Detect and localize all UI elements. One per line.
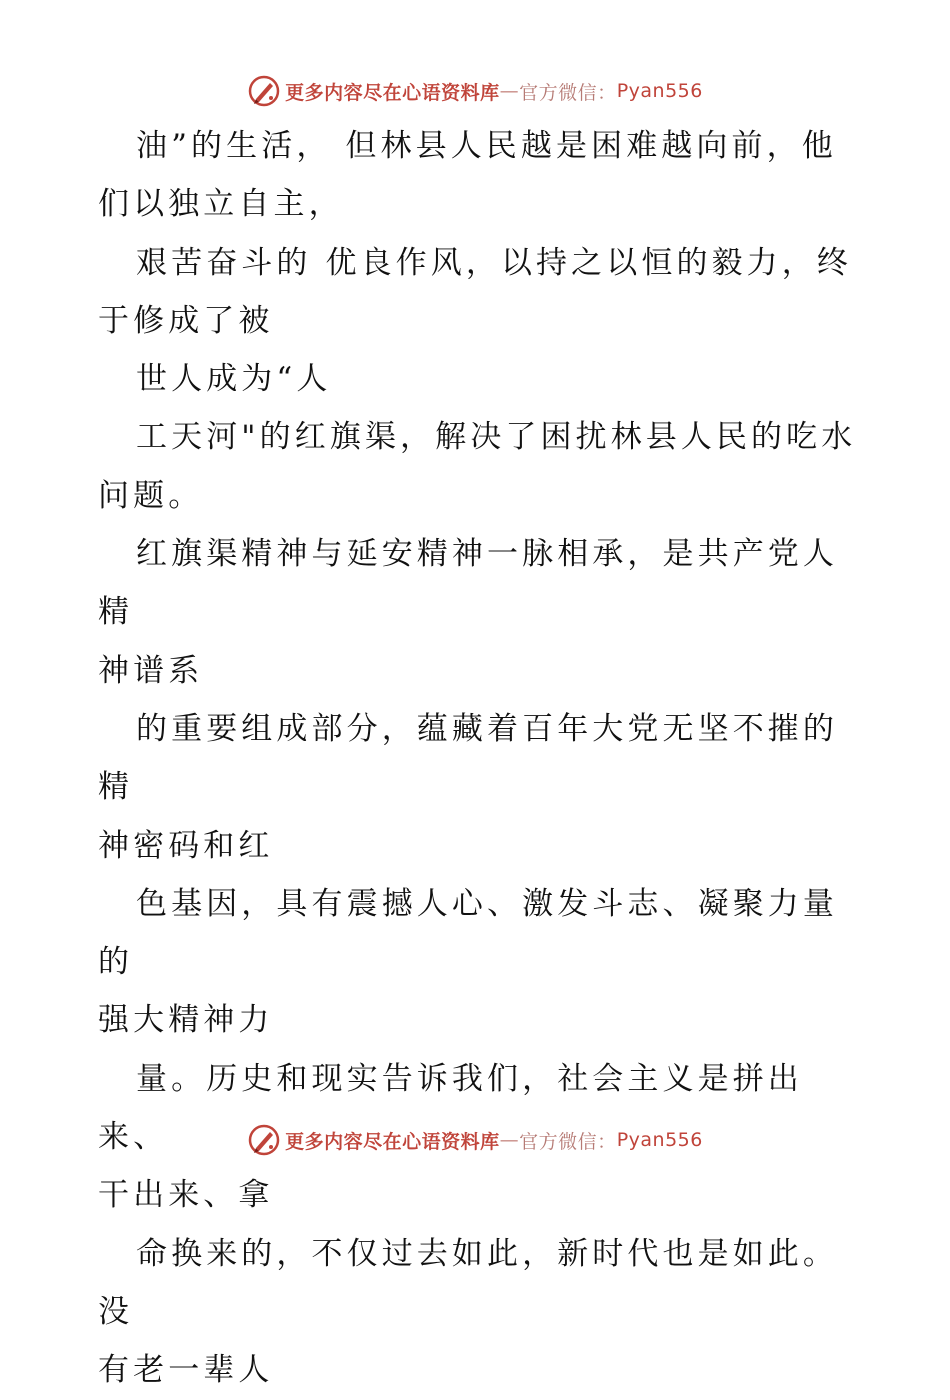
paragraph-first-line: 工天河"的红旗渠，解决了困扰林县人民的吃水 — [136, 419, 857, 456]
paragraph-continuation: 神密码和红 — [98, 827, 274, 864]
paragraph-first-line: 红旗渠精神与延安精神一脉相承，是共产党人精 — [98, 536, 838, 631]
paragraph-continuation: 神谱系 — [98, 652, 204, 689]
paragraph — [98, 875, 868, 1050]
paragraph — [98, 1225, 868, 1400]
paragraph-first-line: 艰苦奋斗的 优良作风，以持之以恒的毅力，终 — [136, 244, 852, 281]
watermark-dash: — — [499, 80, 520, 102]
watermark-brand: 更多内容尽在心语资料库 — [285, 1130, 500, 1153]
paragraph-continuation: 们以独立自主， — [98, 186, 344, 223]
paragraph-first-line: 世人成为“人 — [136, 361, 332, 398]
paragraph — [98, 234, 868, 351]
paragraph-first-line: 命换来的，不仅过去如此，新时代也是如此。没 — [98, 1235, 838, 1330]
pen-logo-icon — [247, 74, 281, 108]
watermark-account-id: Pyan556 — [616, 1129, 703, 1151]
pen-logo-icon — [247, 1123, 281, 1157]
paragraph-continuation: 强大精神力 — [98, 1002, 274, 1039]
paragraph-continuation: 有老一辈人 — [98, 1352, 274, 1389]
watermark-brand: 更多内容尽在心语资料库 — [285, 81, 500, 104]
paragraph-first-line: 的重要组成部分，蕴藏着百年大党无坚不摧的精 — [98, 710, 838, 806]
watermark-dash: — — [499, 1129, 520, 1151]
paragraph-continuation: 干出来、拿 — [98, 1177, 274, 1214]
paragraph — [98, 525, 868, 700]
paragraph — [98, 408, 868, 525]
paragraph — [98, 350, 868, 408]
paragraph-continuation: 于修成了被 — [98, 302, 274, 339]
watermark-account-id: Pyan556 — [616, 80, 703, 102]
paragraph-continuation: 问题。 — [98, 477, 204, 514]
watermark-account-label: 官方微信： — [519, 1130, 617, 1153]
footer-watermark — [0, 1120, 950, 1160]
watermark-account-label: 官方微信： — [519, 81, 617, 104]
paragraph — [98, 700, 868, 875]
paragraph — [98, 117, 868, 234]
paragraph-first-line: 油”的生活， 但林县人民越是困难越向前，他 — [136, 128, 837, 164]
paragraph-first-line: 色基因，具有震撼人心、激发斗志、凝聚力量的 — [98, 885, 838, 981]
paragraph-first-line: 量。历史和现实告诉我们，社会主义是拼出来、 — [98, 1060, 803, 1156]
document-body — [98, 117, 868, 1400]
header-watermark — [0, 71, 950, 111]
